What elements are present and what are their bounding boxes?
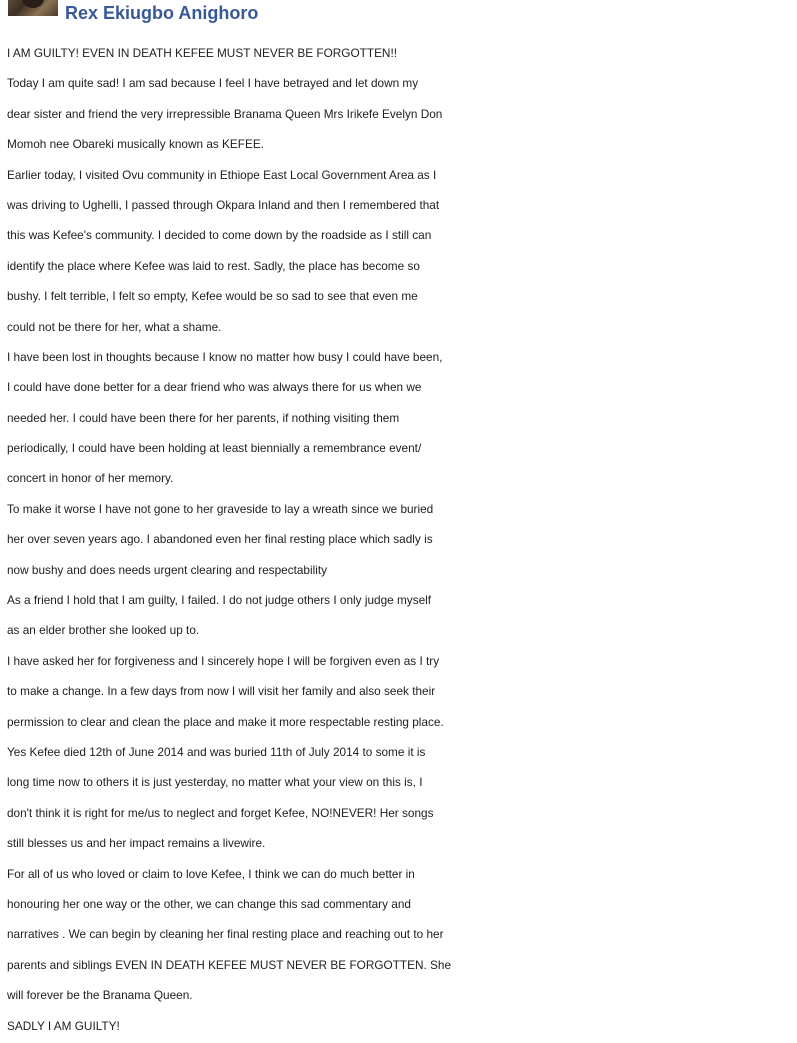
post-text-line: To make it worse I have not gone to her graveside to lay a wreath since we buried (7, 501, 434, 516)
post-text-line: dear sister and friend the very irrepressible Branama Queen Mrs Irikefe Evelyn Don (7, 106, 443, 121)
post-text-line: as an elder brother she looked up to. (7, 623, 200, 638)
post-body-text (7, 38, 795, 1041)
post-text-line: periodically, I could have been holding at least biennially a remembrance event/ (7, 441, 422, 456)
post-text-line: was driving to Ughelli, I passed through Okpara Inland and then I remembered that (7, 197, 440, 212)
post-text-line: to make a change. In a few days from now I will visit her family and also seek their (7, 684, 436, 699)
post-text-line: Today I am quite sad! I am sad because I feel I have betrayed and let down my (7, 76, 419, 91)
post-text-line: SADLY I AM GUILTY! (7, 1018, 120, 1033)
post-text-line: honouring her one way or the other, we can change this sad commentary and (7, 896, 411, 911)
post-text-line: Yes Kefee died 12th of June 2014 and was buried 11th of July 2014 to some it is (7, 744, 426, 759)
post-text-line: narratives . We can begin by cleaning her final resting place and reaching out to her (7, 927, 444, 942)
post-text-line: Momoh nee Obareki musically known as KEFEE. (7, 137, 265, 152)
post-text-line: I AM GUILTY! EVEN IN DEATH KEFEE MUST NEVER BE FORGOTTEN!! (7, 46, 398, 60)
post-text-line: could not be there for her, what a shame. (7, 319, 222, 334)
post-text-line: don't think it is right for me/us to neglect and forget Kefee, NO!NEVER! Her songs (7, 805, 434, 820)
post-text-line: concert in honor of her memory. (7, 471, 174, 486)
post-text-line: parents and siblings EVEN IN DEATH KEFEE MUST NEVER BE FORGOTTEN. She (7, 957, 452, 972)
post-text-line: will forever be the Branama Queen. (7, 988, 193, 1003)
post-text-line: Earlier today, I visited Ovu community in Ethiope East Local Government Area as I (7, 167, 437, 182)
post-text-line: now bushy and does needs urgent clearing and respectability (7, 562, 328, 577)
post-text-line: identify the place where Kefee was laid to rest. Sadly, the place has become so (7, 258, 420, 273)
post-text-line: permission to clear and clean the place and make it more respectable resting place. (7, 714, 444, 729)
post-text-line: I have asked her for forgiveness and I sincerely hope I will be forgiven even as I try (7, 653, 440, 668)
author-name-link[interactable]: Rex Ekiugbo Anighoro (65, 3, 259, 23)
post-header (0, 0, 797, 30)
post-text-line: I could have done better for a dear friend who was always there for us when we (7, 380, 422, 395)
post-text-line: still blesses us and her impact remains a livewire. (7, 836, 266, 851)
post-text-line: her over seven years ago. I abandoned even her final resting place which sadly is (7, 532, 433, 547)
post-text-line: bushy. I felt terrible, I felt so empty, Kefee would be so sad to see that even me (7, 289, 418, 304)
post-text-line: I have been lost in thoughts because I know no matter how busy I could have been, (7, 349, 443, 364)
post-text-line: As a friend I hold that I am guilty, I failed. I do not judge others I only judge myself (7, 593, 432, 608)
post-text-line: needed her. I could have been there for her parents, if nothing visiting them (7, 410, 400, 425)
post-text-line: long time now to others it is just yesterday, no matter what your view on this is, I (7, 775, 423, 790)
post-text-line: For all of us who loved or claim to love Kefee, I think we can do much better in (7, 866, 415, 881)
avatar[interactable] (8, 0, 58, 16)
post-text-line: this was Kefee's community. I decided to come down by the roadside as I still can (7, 228, 432, 243)
